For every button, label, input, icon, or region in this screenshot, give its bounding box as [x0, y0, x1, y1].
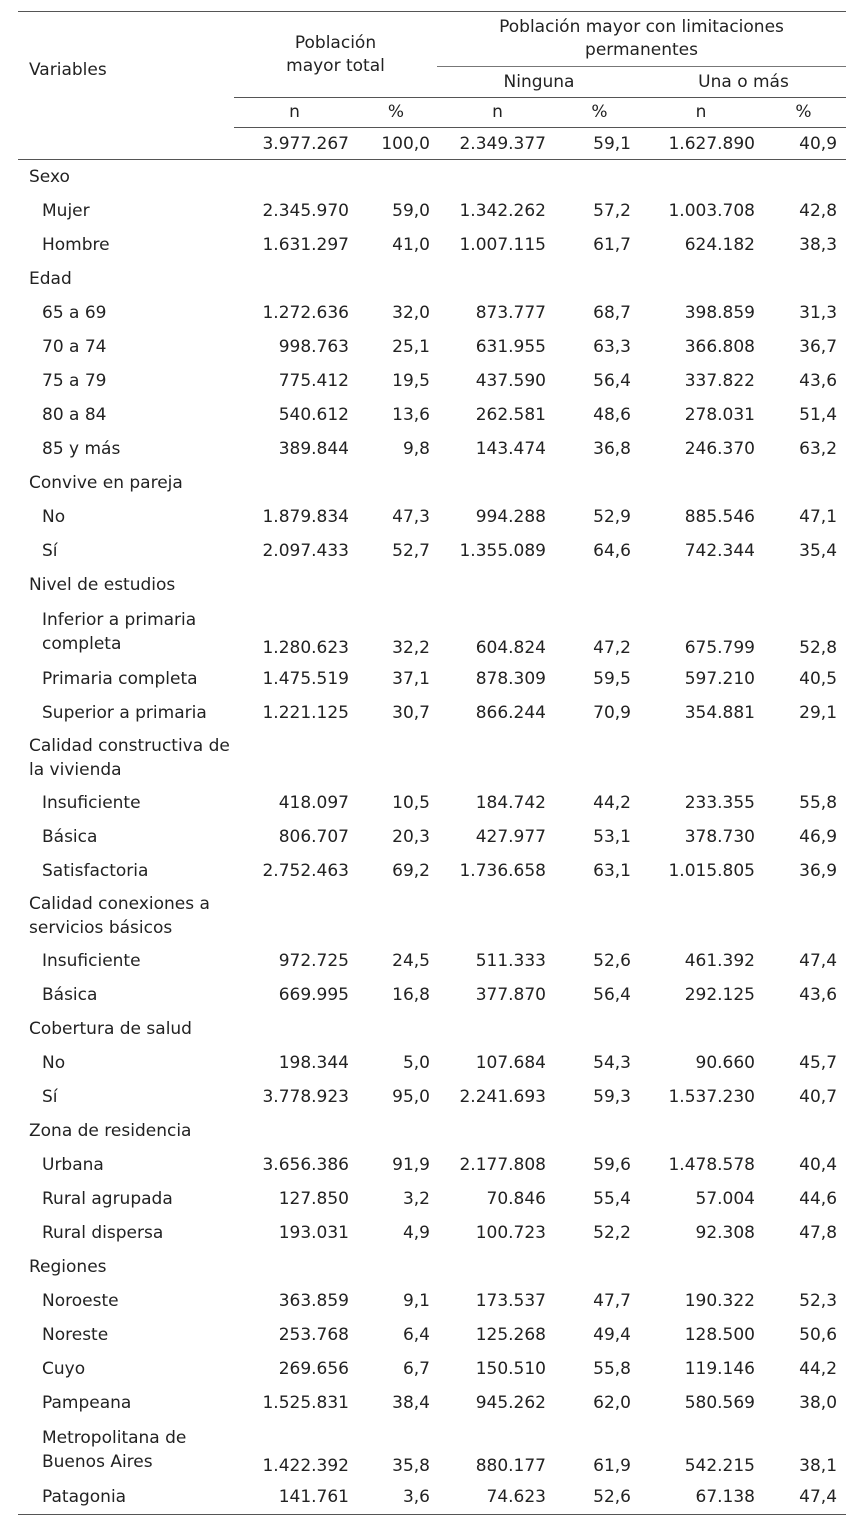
table-row: [18, 1080, 846, 1114]
total-n: 3.977.267: [234, 128, 355, 160]
cell-ninguna-n: 74.623: [437, 1480, 558, 1515]
cell-ninguna-pct: 70,9: [593, 703, 631, 723]
cell-total-pct: 25,1: [392, 337, 430, 357]
cell-total-n: 3.778.923: [262, 1087, 349, 1107]
una-o-mas-pct: 40,9: [761, 128, 846, 160]
group-label: Edad: [29, 269, 72, 289]
cell-una-o-mas-n: 624.182: [684, 235, 755, 255]
cell-total-pct: 38,4: [392, 1393, 430, 1413]
cell-ninguna-pct: 63,1: [593, 861, 631, 881]
group-row: [18, 1012, 846, 1046]
row-label: Patagonia: [18, 1480, 234, 1515]
row-label: 85 y más: [42, 439, 121, 459]
cell-total-n: 540.612: [278, 405, 349, 425]
cell-ninguna-pct: 52,9: [593, 507, 631, 527]
cell-total-n: 1.879.834: [262, 507, 349, 527]
cell-una-o-mas-pct: 40,5: [799, 669, 838, 689]
cell-una-o-mas-n: 1.003.708: [668, 201, 755, 221]
table-row: [18, 500, 846, 534]
cell-ninguna-pct: 36,8: [593, 439, 631, 459]
table-row: [18, 1284, 846, 1318]
empty-cell: [641, 888, 761, 944]
cell-una-o-mas-pct: 42,8: [799, 201, 838, 221]
cell-total-pct: 30,7: [392, 703, 430, 723]
totals-row: [18, 128, 846, 160]
header-n-ninguna: n: [437, 98, 558, 128]
cell-total-pct: 24,5: [392, 951, 430, 971]
cell-total-n: 363.859: [278, 1291, 349, 1311]
group-row: [18, 1250, 846, 1284]
cell-ninguna-n: 70.846: [486, 1189, 546, 1209]
table-row: [18, 534, 846, 568]
group-label: Calidad constructiva de la vivienda: [29, 736, 230, 780]
cell-ninguna-n: 427.977: [475, 827, 546, 847]
cell-total-n: 2.752.463: [262, 861, 349, 881]
cell-ninguna-n: 100.723: [475, 1223, 546, 1243]
header-limitaciones: Población mayor con limitaciones permanentes: [437, 12, 846, 67]
cell-total-n: 389.844: [278, 439, 349, 459]
una-o-mas-n: 1.627.890: [641, 128, 761, 160]
row-label: 75 a 79: [42, 371, 107, 391]
cell-una-o-mas-n: 246.370: [684, 439, 755, 459]
cell-ninguna-pct: 52,2: [593, 1223, 631, 1243]
table-row: [18, 1480, 846, 1515]
table-row: [18, 432, 846, 466]
cell-una-o-mas-pct: 51,4: [799, 405, 838, 425]
cell-ninguna-pct: 68,7: [593, 303, 631, 323]
cell-ninguna-n: 994.288: [475, 507, 546, 527]
cell-total-n: 127.850: [278, 1189, 349, 1209]
cell-ninguna-pct: 54,3: [593, 1053, 631, 1073]
cell-total-n: 1.272.636: [262, 303, 349, 323]
cell-una-o-mas-pct: 46,9: [799, 827, 838, 847]
table-row: [18, 1352, 846, 1386]
cell-total-pct: 32,2: [392, 638, 430, 658]
group-row: [18, 1114, 846, 1148]
cell-una-o-mas-pct: 47,4: [799, 951, 838, 971]
group-row: [18, 888, 846, 944]
table-row: [18, 662, 846, 696]
cell-una-o-mas-n: 57.004: [695, 1189, 755, 1209]
group-label: Convive en pareja: [29, 473, 183, 493]
cell-una-o-mas-pct: 35,4: [799, 541, 838, 561]
cell-ninguna-n: 2.241.693: [459, 1087, 546, 1107]
cell-total-pct: 6,7: [402, 1359, 430, 1379]
group-label: Calidad conexiones a servicios básicos: [29, 894, 210, 938]
table-row: [18, 820, 846, 854]
cell-total-n: 1.475.519: [262, 669, 349, 689]
table-row: [18, 364, 846, 398]
header-una-o-mas: Una o más: [698, 71, 789, 92]
cell-una-o-mas-n: 190.322: [684, 1291, 755, 1311]
cell-ninguna-pct: 64,6: [593, 541, 631, 561]
table-header: [18, 12, 846, 160]
cell-ninguna-pct: 52,6: [593, 951, 631, 971]
cell-ninguna-pct: 59,6: [593, 1155, 631, 1175]
cell-una-o-mas-pct: 40,7: [799, 1087, 838, 1107]
table-row: [18, 602, 846, 662]
cell-una-o-mas-pct: 36,9: [799, 861, 838, 881]
cell-una-o-mas-pct: 38,1: [799, 1456, 838, 1476]
cell-ninguna-pct: 56,4: [593, 985, 631, 1005]
group-label: Cobertura de salud: [29, 1019, 192, 1039]
cell-ninguna-n: 880.177: [475, 1456, 546, 1476]
row-label: 80 a 84: [42, 405, 107, 425]
cell-ninguna-n: 125.268: [475, 1325, 546, 1345]
row-label: Básica: [42, 985, 98, 1005]
row-label: Urbana: [42, 1155, 104, 1175]
cell-total-n: 1.422.392: [262, 1456, 349, 1476]
cell-una-o-mas-n: 92.308: [695, 1223, 755, 1243]
cell-total-pct: 13,6: [392, 405, 430, 425]
cell-total-n: 141.761: [234, 1480, 355, 1515]
cell-una-o-mas-n: 398.859: [684, 303, 755, 323]
empty-cell: [234, 730, 355, 786]
header-pct-total: %: [355, 98, 437, 128]
cell-una-o-mas-n: 1.537.230: [668, 1087, 755, 1107]
cell-ninguna-n: 866.244: [475, 703, 546, 723]
table-row: [18, 194, 846, 228]
cell-ninguna-n: 1.355.089: [459, 541, 546, 561]
row-label: Insuficiente: [42, 951, 141, 971]
cell-ninguna-pct: 56,4: [593, 371, 631, 391]
cell-total-pct: 9,1: [402, 1291, 430, 1311]
cell-una-o-mas-n: 378.730: [684, 827, 755, 847]
cell-ninguna-n: 511.333: [475, 951, 546, 971]
cell-ninguna-pct: 47,7: [593, 1291, 631, 1311]
header-variables: Variables: [18, 12, 234, 128]
cell-total-n: 1.525.831: [262, 1393, 349, 1413]
row-label: Primaria completa: [42, 669, 198, 689]
cell-ninguna-n: 945.262: [475, 1393, 546, 1413]
cell-total-pct: 4,9: [402, 1223, 430, 1243]
row-label: Inferior a primaria completa: [42, 610, 197, 654]
cell-total-n: 193.031: [278, 1223, 349, 1243]
table-row: [18, 228, 846, 262]
cell-total-pct: 91,9: [392, 1155, 430, 1175]
row-label: Noroeste: [42, 1291, 119, 1311]
header-n-una-o-mas: n: [641, 98, 761, 128]
cell-una-o-mas-pct: 36,7: [799, 337, 838, 357]
cell-una-o-mas-pct: 40,4: [799, 1155, 838, 1175]
cell-total-n: 269.656: [278, 1359, 349, 1379]
cell-total-pct: 52,7: [392, 541, 430, 561]
group-row: [18, 730, 846, 786]
row-label: Mujer: [42, 201, 90, 221]
ninguna-pct: 59,1: [558, 128, 641, 160]
row-label: Rural dispersa: [42, 1223, 164, 1243]
table-row: [18, 1216, 846, 1250]
cell-ninguna-n: 173.537: [475, 1291, 546, 1311]
cell-ninguna-n: 1.342.262: [459, 201, 546, 221]
cell-ninguna-n: 1.736.658: [459, 861, 546, 881]
cell-ninguna-n: 2.177.808: [459, 1155, 546, 1175]
row-label: Noreste: [42, 1325, 109, 1345]
cell-una-o-mas-pct: 55,8: [799, 793, 838, 813]
empty-cell: [761, 730, 846, 786]
empty-cell: [234, 888, 355, 944]
table-row: [18, 1182, 846, 1216]
cell-ninguna-n: 377.870: [475, 985, 546, 1005]
empty-cell: [761, 888, 846, 944]
cell-una-o-mas-pct: 47,8: [799, 1223, 838, 1243]
row-label: Sí: [42, 541, 58, 561]
cell-total-pct: 95,0: [392, 1087, 430, 1107]
cell-ninguna-pct: 57,2: [593, 201, 631, 221]
cell-ninguna-pct: 55,8: [593, 1359, 631, 1379]
table-row: [18, 296, 846, 330]
cell-total-pct: 20,3: [392, 827, 430, 847]
table-row: [18, 1148, 846, 1182]
group-row: [18, 160, 846, 195]
cell-una-o-mas-n: 128.500: [684, 1325, 755, 1345]
cell-total-pct: 19,5: [392, 371, 430, 391]
cell-total-pct: 32,0: [392, 303, 430, 323]
cell-ninguna-pct: 49,4: [593, 1325, 631, 1345]
cell-una-o-mas-pct: 29,1: [799, 703, 838, 723]
group-label: Regiones: [29, 1257, 107, 1277]
group-label: Sexo: [29, 167, 70, 187]
cell-total-pct: 3,2: [402, 1189, 430, 1209]
cell-ninguna-pct: 63,3: [593, 337, 631, 357]
row-label: Básica: [42, 827, 98, 847]
cell-una-o-mas-n: 278.031: [684, 405, 755, 425]
cell-total-pct: 16,8: [392, 985, 430, 1005]
cell-ninguna-pct: 61,9: [593, 1456, 631, 1476]
cell-una-o-mas-n: 366.808: [684, 337, 755, 357]
cell-una-o-mas-n: 542.215: [684, 1456, 755, 1476]
cell-una-o-mas-n: 337.822: [684, 371, 755, 391]
cell-total-pct: 9,8: [402, 439, 430, 459]
cell-ninguna-n: 437.590: [475, 371, 546, 391]
row-label: Insuficiente: [42, 793, 141, 813]
cell-una-o-mas-pct: 31,3: [799, 303, 838, 323]
empty-cell: [355, 730, 437, 786]
cell-una-o-mas-n: 1.478.578: [668, 1155, 755, 1175]
table-row: [18, 1386, 846, 1420]
cell-una-o-mas-pct: 44,2: [799, 1359, 838, 1379]
cell-una-o-mas-n: 675.799: [684, 638, 755, 658]
cell-una-o-mas-n: 292.125: [684, 985, 755, 1005]
cell-una-o-mas-n: 90.660: [695, 1053, 755, 1073]
cell-una-o-mas-pct: 38,3: [799, 235, 838, 255]
cell-ninguna-n: 143.474: [475, 439, 546, 459]
table-body: [18, 160, 846, 1515]
table-row: [18, 1318, 846, 1352]
cell-total-pct: 10,5: [392, 793, 430, 813]
cell-ninguna-pct: 48,6: [593, 405, 631, 425]
cell-total-pct: 41,0: [392, 235, 430, 255]
cell-ninguna-n: 604.824: [475, 638, 546, 658]
cell-ninguna-pct: 52,6: [558, 1480, 641, 1515]
group-row: [18, 568, 846, 602]
cell-ninguna-n: 107.684: [475, 1053, 546, 1073]
cell-total-pct: 47,3: [392, 507, 430, 527]
cell-ninguna-n: 262.581: [475, 405, 546, 425]
cell-total-n: 669.995: [278, 985, 349, 1005]
cell-total-n: 418.097: [278, 793, 349, 813]
header-pct-ninguna: %: [558, 98, 641, 128]
row-label: Superior a primaria: [42, 703, 207, 723]
cell-ninguna-pct: 55,4: [593, 1189, 631, 1209]
cell-total-n: 2.097.433: [262, 541, 349, 561]
row-label: 65 a 69: [42, 303, 107, 323]
cell-total-n: 806.707: [278, 827, 349, 847]
cell-una-o-mas-pct: 43,6: [799, 985, 838, 1005]
table-row: [18, 944, 846, 978]
group-row: [18, 262, 846, 296]
cell-total-pct: 3,6: [355, 1480, 437, 1515]
ninguna-n: 2.349.377: [437, 128, 558, 160]
cell-ninguna-pct: 47,2: [593, 638, 631, 658]
cell-una-o-mas-pct: 45,7: [799, 1053, 838, 1073]
group-row: [18, 466, 846, 500]
table-row: [18, 330, 846, 364]
cell-total-n: 998.763: [278, 337, 349, 357]
row-label: Rural agrupada: [42, 1189, 173, 1209]
cell-una-o-mas-n: 885.546: [684, 507, 755, 527]
cell-total-n: 775.412: [278, 371, 349, 391]
cell-una-o-mas-pct: 52,3: [799, 1291, 838, 1311]
cell-total-n: 2.345.970: [262, 201, 349, 221]
cell-una-o-mas-n: 580.569: [684, 1393, 755, 1413]
empty-cell: [355, 888, 437, 944]
cell-ninguna-n: 878.309: [475, 669, 546, 689]
cell-una-o-mas-pct: 50,6: [799, 1325, 838, 1345]
row-label: Hombre: [42, 235, 110, 255]
row-label: Sí: [42, 1087, 58, 1107]
empty-cell: [558, 888, 641, 944]
empty-cell: [437, 730, 558, 786]
cell-una-o-mas-n: 742.344: [684, 541, 755, 561]
table-row: [18, 1420, 846, 1480]
table-row: [18, 854, 846, 888]
cell-ninguna-pct: 53,1: [593, 827, 631, 847]
header-ninguna: Ninguna: [503, 71, 575, 92]
total-pct: 100,0: [355, 128, 437, 160]
cell-una-o-mas-pct: 38,0: [799, 1393, 838, 1413]
cell-una-o-mas-n: 461.392: [684, 951, 755, 971]
cell-total-n: 1.280.623: [262, 638, 349, 658]
cell-una-o-mas-pct: 44,6: [799, 1189, 838, 1209]
row-label: Satisfactoria: [42, 861, 149, 881]
cell-total-pct: 35,8: [392, 1456, 430, 1476]
cell-ninguna-pct: 44,2: [593, 793, 631, 813]
cell-ninguna-n: 184.742: [475, 793, 546, 813]
row-label: Metropolitana de Buenos Aires: [42, 1428, 187, 1472]
group-label: Nivel de estudios: [29, 575, 176, 595]
table-row: [18, 786, 846, 820]
cell-total-pct: 59,0: [392, 201, 430, 221]
row-label: No: [42, 507, 66, 527]
cell-ninguna-pct: 62,0: [593, 1393, 631, 1413]
row-label: No: [42, 1053, 66, 1073]
cell-una-o-mas-pct: 63,2: [799, 439, 838, 459]
cell-ninguna-n: 150.510: [475, 1359, 546, 1379]
group-label: Zona de residencia: [29, 1121, 192, 1141]
cell-una-o-mas-n: 119.146: [684, 1359, 755, 1379]
cell-total-pct: 69,2: [392, 861, 430, 881]
cell-una-o-mas-pct: 52,8: [799, 638, 838, 658]
table-row: [18, 398, 846, 432]
empty-cell: [437, 888, 558, 944]
cell-una-o-mas-n: 1.015.805: [668, 861, 755, 881]
cell-total-pct: 5,0: [402, 1053, 430, 1073]
table-row: [18, 696, 846, 730]
table-row: [18, 1046, 846, 1080]
totals-label: [18, 128, 234, 160]
cell-total-n: 1.221.125: [262, 703, 349, 723]
cell-ninguna-n: 873.777: [475, 303, 546, 323]
empty-cell: [558, 730, 641, 786]
cell-ninguna-n: 631.955: [475, 337, 546, 357]
empty-cell: [641, 730, 761, 786]
cell-una-o-mas-pct: 43,6: [799, 371, 838, 391]
cell-ninguna-n: 1.007.115: [459, 235, 546, 255]
cell-una-o-mas-n: 597.210: [684, 669, 755, 689]
row-label: 70 a 74: [42, 337, 107, 357]
header-pct-una-o-mas: %: [761, 98, 846, 128]
cell-una-o-mas-n: 354.881: [684, 703, 755, 723]
header-total: Población mayor total: [234, 12, 437, 98]
cell-ninguna-pct: 59,3: [593, 1087, 631, 1107]
row-label: Cuyo: [42, 1359, 86, 1379]
cell-total-pct: 37,1: [392, 669, 430, 689]
cell-total-n: 198.344: [278, 1053, 349, 1073]
table-row: [18, 978, 846, 1012]
cell-ninguna-pct: 59,5: [593, 669, 631, 689]
cell-total-n: 1.631.297: [262, 235, 349, 255]
cell-ninguna-pct: 61,7: [593, 235, 631, 255]
header-n-total: n: [234, 98, 355, 128]
cell-una-o-mas-pct: 47,4: [761, 1480, 846, 1515]
cell-total-pct: 6,4: [402, 1325, 430, 1345]
cell-total-n: 253.768: [278, 1325, 349, 1345]
cell-total-n: 972.725: [278, 951, 349, 971]
cell-una-o-mas-n: 233.355: [684, 793, 755, 813]
data-table: [18, 11, 846, 1515]
cell-una-o-mas-n: 67.138: [641, 1480, 761, 1515]
row-label: Pampeana: [42, 1393, 132, 1413]
cell-total-n: 3.656.386: [262, 1155, 349, 1175]
cell-una-o-mas-pct: 47,1: [799, 507, 838, 527]
